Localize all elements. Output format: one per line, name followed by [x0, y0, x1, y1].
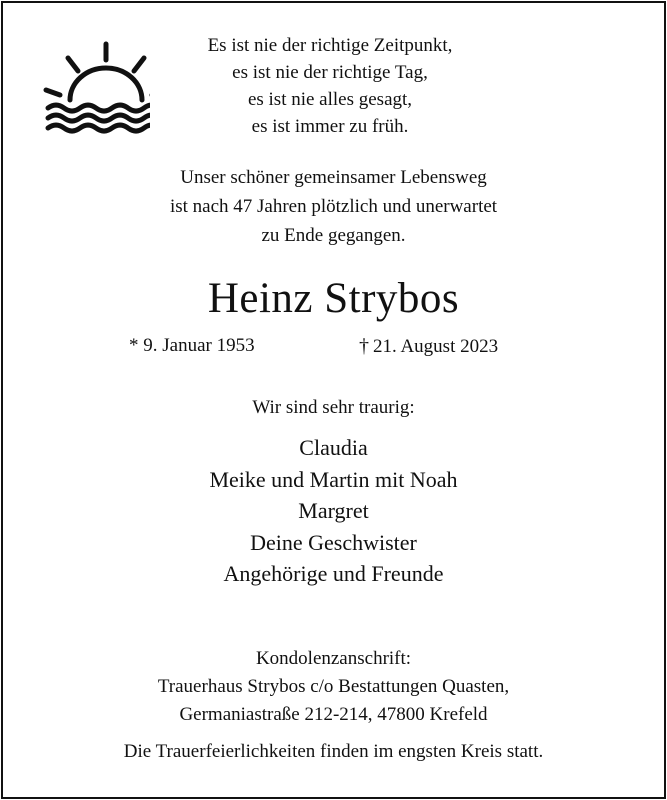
mourner-name: Claudia — [299, 435, 368, 460]
mourner-name: Meike und Martin mit Noah — [209, 466, 458, 492]
address-line: Kondolenzanschrift: — [255, 648, 412, 669]
condolence-address — [0, 645, 667, 729]
birth-date: * 9. Januar 1953 — [129, 335, 255, 356]
poem — [150, 32, 510, 140]
death-date: 21. August 2023 — [373, 336, 499, 357]
poem-line: es ist nie alles gesagt, — [247, 89, 413, 110]
mourner-name: Margret — [298, 498, 369, 523]
intro-line: zu Ende gegangen. — [261, 225, 406, 246]
sunset-over-water-icon — [40, 38, 150, 138]
address-line: Trauerhaus Strybos c/o Bestattungen Quasten, — [157, 676, 510, 697]
poem-line: es ist immer zu früh. — [251, 116, 409, 137]
funeral-note: Die Trauerfeierlichkeiten finden im engsten Kreis statt. — [123, 741, 544, 762]
poem-line: es ist nie der richtige Tag, — [232, 62, 428, 83]
poem-line: Es ist nie der richtige Zeitpunkt, — [207, 35, 453, 56]
intro-line: Unser schöner gemeinsamer Lebensweg — [180, 167, 487, 188]
cross-icon: † — [359, 335, 369, 357]
mourner-name: Angehörige und Freunde — [223, 561, 444, 586]
intro-line: ist nach 47 Jahren plötzlich und unerwartet — [169, 196, 498, 217]
address-line: Germaniastraße 212-214, 47800 Krefeld — [179, 704, 488, 725]
deceased-name: Heinz Strybos — [207, 275, 460, 322]
mourner-name: Deine Geschwister — [250, 529, 417, 555]
mourning-heading: Wir sind sehr traurig: — [252, 397, 415, 418]
mourners-list — [0, 432, 667, 590]
death-date-group — [359, 332, 498, 361]
intro-text — [0, 163, 667, 250]
